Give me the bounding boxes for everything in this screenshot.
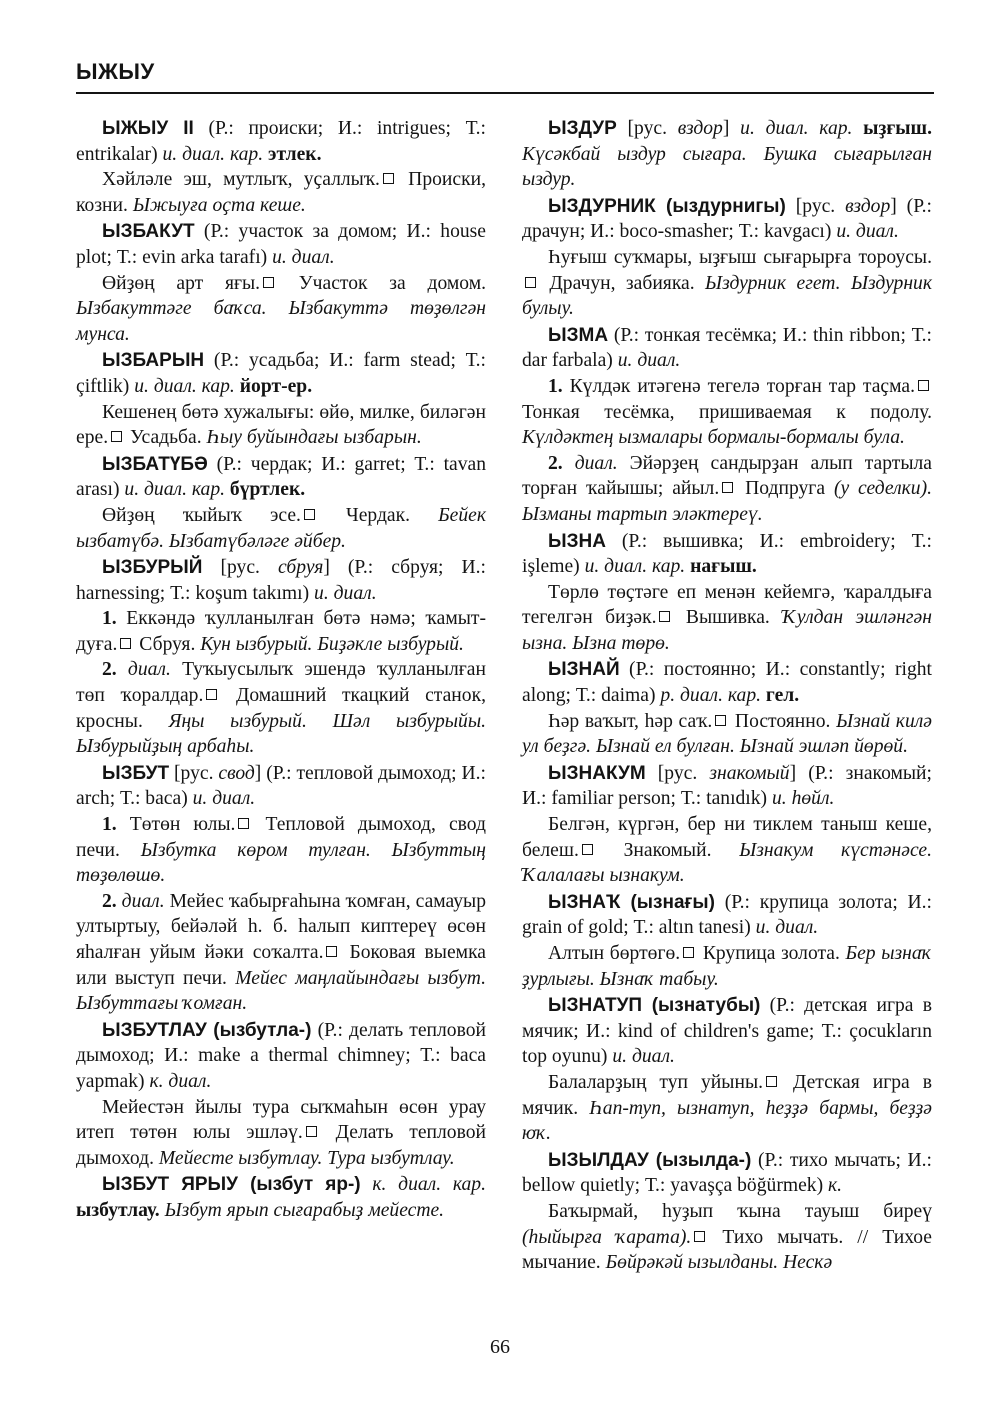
usage-note: (һыйырға ҡарата). xyxy=(522,1226,692,1248)
entry-heading-line xyxy=(522,993,932,1070)
entry-heading-line xyxy=(522,529,932,580)
grammar-labels: и. диал. кар. xyxy=(124,479,226,501)
usage-example: Бейек ызбатүбә. Ызбатүбәләге әйбер. xyxy=(76,504,486,552)
russian-translation: Тонкая тесёмка, пришиваемая к подолу. xyxy=(522,401,932,423)
definition-paragraph xyxy=(76,1095,486,1172)
square-marker-icon xyxy=(306,1126,317,1137)
usage-example: Кун ызбурый. Биҙәкле ызбурый. xyxy=(200,633,464,655)
headword: ЫЗБУТ xyxy=(102,762,170,784)
etymology: свод xyxy=(218,762,255,784)
usage-example: (у седелки). Ызманы тартып эләктереү. xyxy=(522,478,932,525)
headword: ЫЗБАТҮБӘ xyxy=(102,453,208,475)
definition-text: Баҡырмай, һуҙып ҡына тауыш биреү xyxy=(548,1200,932,1222)
grammar-labels: и. диал. xyxy=(617,350,681,372)
russian-translation: Делать тепловой дымоход. xyxy=(76,1122,486,1169)
sense-number: 2. xyxy=(102,659,117,681)
definition-text: Һуғыш суҡмары, ыҙғыш сығарырға тороусы. xyxy=(548,246,932,268)
russian-translation: Знакомый. xyxy=(595,839,740,861)
definition-text: Балаларҙың туп уйыны. xyxy=(548,1071,764,1093)
gloss: [рус. xyxy=(616,118,678,139)
definition-paragraph xyxy=(76,657,486,759)
dictionary-entry xyxy=(522,890,932,992)
gloss: (Р.: участок за домом; И.: house plot; Т.: evin arka tarafı) xyxy=(76,221,486,268)
russian-translation: Вышивка. xyxy=(673,607,783,629)
entry-heading-line xyxy=(76,761,486,812)
definition-text: Туҡыусылыҡ эшендә ҡулланылған төп ҡоралдар. xyxy=(76,659,486,707)
headword: ЫЗНАЙ xyxy=(548,659,620,681)
gloss: (Р.: тихо мычать; И.: bellow quietly; Т.: yavaşça böğürmek) xyxy=(522,1149,932,1197)
sense-label: II xyxy=(168,118,194,139)
gloss: (Р.: тонкая тесёмка; И.: thin ribbon; Т.: dar farbala) xyxy=(522,324,932,372)
headword: ЫЗНАҠ (ызнағы) xyxy=(548,891,715,913)
russian-translation: Крупица золота. xyxy=(697,943,846,964)
usage-example: Ыздурник егет. Ыздурник булыу. xyxy=(522,272,933,320)
equivalent: гел. xyxy=(761,685,800,707)
usage-example: Ызбакуттәге баҡса. Ызбакуттә төҙөлгән мунса. xyxy=(76,298,486,345)
entry-heading-line xyxy=(522,194,932,245)
left-column xyxy=(76,116,486,1225)
usage-example: Һыу буйындағы ызбарын. xyxy=(206,427,422,449)
grammar-labels: и. диал. xyxy=(755,917,819,939)
headword: ЫЖЫУ xyxy=(102,118,169,139)
square-marker-icon xyxy=(766,1076,777,1087)
definition-text: Белгән, күргән, бер ни тиклем таныш кеше, белеш. xyxy=(522,814,932,861)
right-column xyxy=(522,116,932,1277)
square-marker-icon xyxy=(263,277,274,288)
sense-number: 1. xyxy=(548,375,563,397)
dictionary-entry xyxy=(522,993,932,1147)
usage-example: Һап-туп, ызнатуп, һеҙҙә бармы, беҙҙә юҡ. xyxy=(522,1097,932,1145)
entry-heading-line xyxy=(76,555,486,606)
equivalent: этлек. xyxy=(263,143,322,165)
definition-paragraph xyxy=(522,812,932,889)
grammar-labels: и. диал. xyxy=(836,221,899,243)
entry-heading-line xyxy=(522,761,932,812)
grammar-labels: к. xyxy=(828,1175,843,1197)
definition-text: Еккәндә ҡулланылған бөтә нәмә; ҡамыт-дуға. xyxy=(76,608,486,655)
usage-example: Бер ызнаҡ ҙурлығы. Ызнаҡ табыу. xyxy=(522,943,933,990)
gloss: (Р.: постоянно; И.: constantly; right along; Т.: daima) xyxy=(522,659,932,707)
running-header xyxy=(76,58,934,94)
headword: ЫЗБУТЛАУ (ызбутла-) xyxy=(102,1019,312,1041)
square-marker-icon xyxy=(304,509,315,520)
gloss: ] (Р.: сбруя; И.: harnessing; Т.: koşum takımı) xyxy=(76,557,486,604)
entry-heading-line xyxy=(76,1172,486,1223)
square-marker-icon xyxy=(326,946,337,957)
definition-paragraph xyxy=(76,503,486,554)
gloss: (Р.: детская игра в мячик; И.: kind of children's game; Т.: çocukların top oyunu) xyxy=(522,995,932,1068)
headword: ЫЗНА xyxy=(548,530,606,552)
gloss xyxy=(361,1174,373,1195)
dictionary-entry xyxy=(76,1172,486,1223)
russian-translation: Сбруя. xyxy=(134,633,201,655)
usage-label: диал. xyxy=(116,659,171,681)
gloss: (Р.: делать тепловой дымоход; И.: make a thermal chimney; Т.: baca yapmak) xyxy=(76,1019,486,1092)
square-marker-icon xyxy=(715,715,726,726)
headword: ЫЗБАКУТ xyxy=(102,221,195,243)
usage-example: Мейес маңлайындағы ызбут. Ызбуттағы ҡомған. xyxy=(76,967,486,1015)
dictionary-entry xyxy=(76,555,486,760)
headword: ЫЗДУР xyxy=(548,118,617,139)
dictionary-entry xyxy=(76,219,486,347)
etymology: вздор xyxy=(845,195,891,217)
definition-text: Өйҙөң арт яғы. xyxy=(102,272,261,294)
square-marker-icon xyxy=(206,689,217,700)
usage-example: Яңы ызбурый. Шәл ызбурыйы. Ызбурыйҙың арбаһы. xyxy=(76,710,486,758)
definition-text: Өйҙөң ҡыйыҡ эсе. xyxy=(102,504,301,526)
definition-text: Һәр ваҡыт, һәр саҡ. xyxy=(548,710,713,732)
entry-heading-line xyxy=(522,116,932,193)
dictionary-entry xyxy=(522,116,932,193)
headword: ЫЗМА xyxy=(548,324,609,346)
definition-paragraph xyxy=(76,889,486,1017)
russian-translation: Постоянно. xyxy=(729,710,837,732)
definition-text: Төрлө төҫтәге еп менән кейемгә, ҡаралдыға тегелгән биҙәк. xyxy=(522,581,932,629)
sense-number: 2. xyxy=(102,890,117,912)
headword: ЫЗЫЛДАУ (ызылда-) xyxy=(548,1149,752,1171)
page-number: 66 xyxy=(490,1336,510,1358)
entry-heading-line xyxy=(522,890,932,941)
definition-text: Күлдәк итәгенә тегелә торған тар таҫма. xyxy=(562,375,915,397)
sense-number: 2. xyxy=(548,452,563,474)
russian-translation: Подпруга xyxy=(736,478,834,500)
grammar-labels: к. диал. xyxy=(149,1070,212,1092)
definition-text: Мейес ҡабырғаһына ҡомған, самауыр ултыртыу, бейәләй һ. б. һалып киптереү өсөн яһалған уйым йәки соҡалта. xyxy=(76,890,486,963)
square-marker-icon xyxy=(383,173,394,184)
russian-translation: Происки, козни. xyxy=(76,169,486,216)
running-head-title: ЫЖЫУ xyxy=(76,59,155,84)
russian-translation: Участок за домом. xyxy=(277,272,486,294)
square-marker-icon xyxy=(694,1231,705,1242)
square-marker-icon xyxy=(525,277,536,288)
dictionary-entry xyxy=(76,116,486,218)
russian-translation: Тихо мычать. // Тихое мычание. xyxy=(522,1226,932,1274)
definition-paragraph xyxy=(522,245,932,322)
etymology: вздор xyxy=(677,118,723,139)
dictionary-entry xyxy=(522,657,932,759)
usage-example: Күсәкбай ыздур сығара. Бушка сығарылған ыздур. xyxy=(522,143,932,191)
definition-paragraph xyxy=(522,374,932,451)
entry-heading-line xyxy=(76,1018,486,1095)
gloss: (Р.: вышивка; И.: embroidery; Т.: işleme) xyxy=(522,530,932,578)
entry-heading-line xyxy=(76,116,486,167)
usage-example: Ызбутка көром тулған. Ызбуттың төҙөлөшө. xyxy=(76,839,486,887)
dictionary-entry xyxy=(522,761,932,889)
dictionary-entry xyxy=(522,1148,932,1276)
usage-example: Ызнакум күстәнәсе. Ҡалалағы ызнакум. xyxy=(522,839,932,887)
gloss: (Р.: крупица золота; И.: grain of gold; Т.: altın tanesi) xyxy=(522,891,932,939)
entry-heading-line xyxy=(522,657,932,708)
definition-paragraph xyxy=(522,1199,932,1276)
russian-translation: Боковая выемка или выступ печи. xyxy=(76,942,486,989)
grammar-labels: и. диал. кар. xyxy=(162,143,264,165)
definition-text: Кешенең бөтә хужалығы: өйө, милке, биләгән ере. xyxy=(76,401,486,449)
gloss: [рус. xyxy=(202,557,278,579)
definition-text: Хәйләле эш, мутлыҡ, уҫаллыҡ. xyxy=(102,169,380,191)
dictionary-entry xyxy=(76,452,486,554)
definition-text: Төтөн юлы. xyxy=(116,814,236,836)
grammar-labels: и. диал. кар. xyxy=(740,118,853,139)
definition-paragraph xyxy=(76,606,486,657)
definition-text: Мейестән йылы тура сыҡмаһын өсөн урау итеп төтөн юлы эшләү. xyxy=(76,1096,486,1144)
equivalent: йорт-ер. xyxy=(234,375,313,397)
entry-heading-line xyxy=(76,219,486,270)
usage-example: Күлдәктең ызмалары бормалы-бормалы була. xyxy=(522,427,905,449)
grammar-labels: и. диал. xyxy=(314,582,377,604)
russian-translation: Домашний ткацкий станок, кросны. xyxy=(76,685,486,732)
dictionary-entry xyxy=(522,529,932,657)
square-marker-icon xyxy=(683,947,694,958)
definition-text: Эйәрҙең сандырҙан алып тартыла торған ҡайышы; айыл. xyxy=(522,452,932,500)
gloss: ] (Р.: знакомый; И.: familiar person; Т.: tanıdık) xyxy=(522,762,932,810)
entry-heading-line xyxy=(76,348,486,399)
usage-label: диал. xyxy=(116,890,165,912)
definition-text: Алтын бөртөгө. xyxy=(548,943,681,964)
gloss: [рус. xyxy=(169,762,219,784)
dictionary-entry xyxy=(76,761,486,1017)
definition-paragraph xyxy=(522,941,932,992)
equivalent: ыҙғыш. xyxy=(852,118,932,139)
grammar-labels: и. диал. xyxy=(612,1046,675,1068)
russian-translation: Детская игра в мячик. xyxy=(522,1071,933,1119)
square-marker-icon xyxy=(722,482,733,493)
usage-example: Ыжыуға оҫта кеше. xyxy=(132,194,306,216)
entry-heading-line xyxy=(522,323,932,374)
definition-paragraph xyxy=(522,709,932,760)
headword: ЫЗБУТ ЯРЫУ (ызбут яр-) xyxy=(102,1174,361,1196)
grammar-labels: и. һөйл. xyxy=(771,788,835,810)
sense-number: 1. xyxy=(102,814,117,836)
equivalent: ызбутлау. xyxy=(76,1199,160,1221)
dictionary-entry xyxy=(76,1018,486,1172)
grammar-labels: к. диал. кар. xyxy=(372,1174,486,1196)
square-marker-icon xyxy=(659,611,670,622)
square-marker-icon xyxy=(238,818,249,829)
square-marker-icon xyxy=(111,431,122,442)
definition-paragraph xyxy=(522,1070,932,1147)
equivalent: нағыш. xyxy=(685,556,757,578)
gloss: ] (Р.: драчун; И.: boco-smasher; Т.: kavgacı) xyxy=(522,195,932,243)
entry-heading-line xyxy=(76,452,486,503)
gloss: ] xyxy=(722,118,741,139)
entry-heading-line xyxy=(522,1148,932,1199)
gloss: [рус. xyxy=(645,762,710,784)
russian-translation: Драчун, забияка. xyxy=(539,272,706,294)
sense-number: 1. xyxy=(102,608,117,630)
grammar-labels: и. диал. xyxy=(192,788,256,810)
grammar-labels: и. диал. кар. xyxy=(134,375,235,397)
headword: ЫЗБУРЫЙ xyxy=(102,557,203,579)
definition-paragraph xyxy=(522,451,932,528)
dictionary-entry xyxy=(76,348,486,450)
gloss: ] (Р.: тепловой дымоход; И.: arch; Т.: baca) xyxy=(76,762,486,810)
headword: ЫЗДУРНИК (ыздурнигы) xyxy=(548,195,786,217)
dictionary-entry xyxy=(522,194,932,322)
grammar-labels: и. диал. xyxy=(272,246,335,268)
usage-label: диал. xyxy=(562,452,618,474)
equivalent: бүртлек. xyxy=(225,479,306,501)
grammar-labels: р. диал. кар. xyxy=(660,685,762,707)
usage-example: Мейесте ызбутлау. Тура ызбутлау. xyxy=(158,1147,455,1169)
headword: ЫЗНАКУМ xyxy=(548,762,646,784)
etymology: сбруя xyxy=(277,557,324,579)
gloss: (Р.: чердак; И.: garret; Т.: tavan arası) xyxy=(76,453,486,501)
definition-paragraph xyxy=(522,580,932,657)
square-marker-icon xyxy=(918,380,929,391)
etymology: знакомый xyxy=(709,762,790,784)
square-marker-icon xyxy=(582,844,593,855)
russian-translation: Усадьба. xyxy=(125,427,207,449)
usage-example: Бөйрәкәй ызылданы. Нескә xyxy=(605,1252,833,1274)
definition-paragraph xyxy=(76,271,486,348)
headword: ЫЗБАРЫН xyxy=(102,350,205,372)
grammar-labels: и. диал. кар. xyxy=(584,556,686,578)
usage-example: Ҡулдан эшләнгән ызна. Ызна төрө. xyxy=(522,607,932,654)
square-marker-icon xyxy=(120,638,131,649)
definition-paragraph xyxy=(76,400,486,451)
headword: ЫЗНАТУП (ызнатубы) xyxy=(548,995,761,1017)
usage-example: Ызнай килә ул беҙгә. Ызнай ел булған. Ызнай эшләп йөрөй. xyxy=(522,710,932,758)
usage-example: Ызбут ярып сығарабыҙ мейесте. xyxy=(159,1199,445,1221)
gloss: [рус. xyxy=(785,195,846,217)
definition-paragraph xyxy=(76,167,486,218)
dictionary-entry xyxy=(522,323,932,528)
russian-translation: Чердак. xyxy=(317,504,439,526)
definition-paragraph xyxy=(76,812,486,889)
gloss: (Р.: происки; И.: intrigues; Т.: entrikalar) xyxy=(76,118,486,165)
russian-translation: Тепловой дымоход, свод печи. xyxy=(76,814,486,861)
gloss: (Р.: усадьба; И.: farm stead; Т.: çiftlik) xyxy=(76,350,486,397)
header-rule xyxy=(76,92,934,94)
